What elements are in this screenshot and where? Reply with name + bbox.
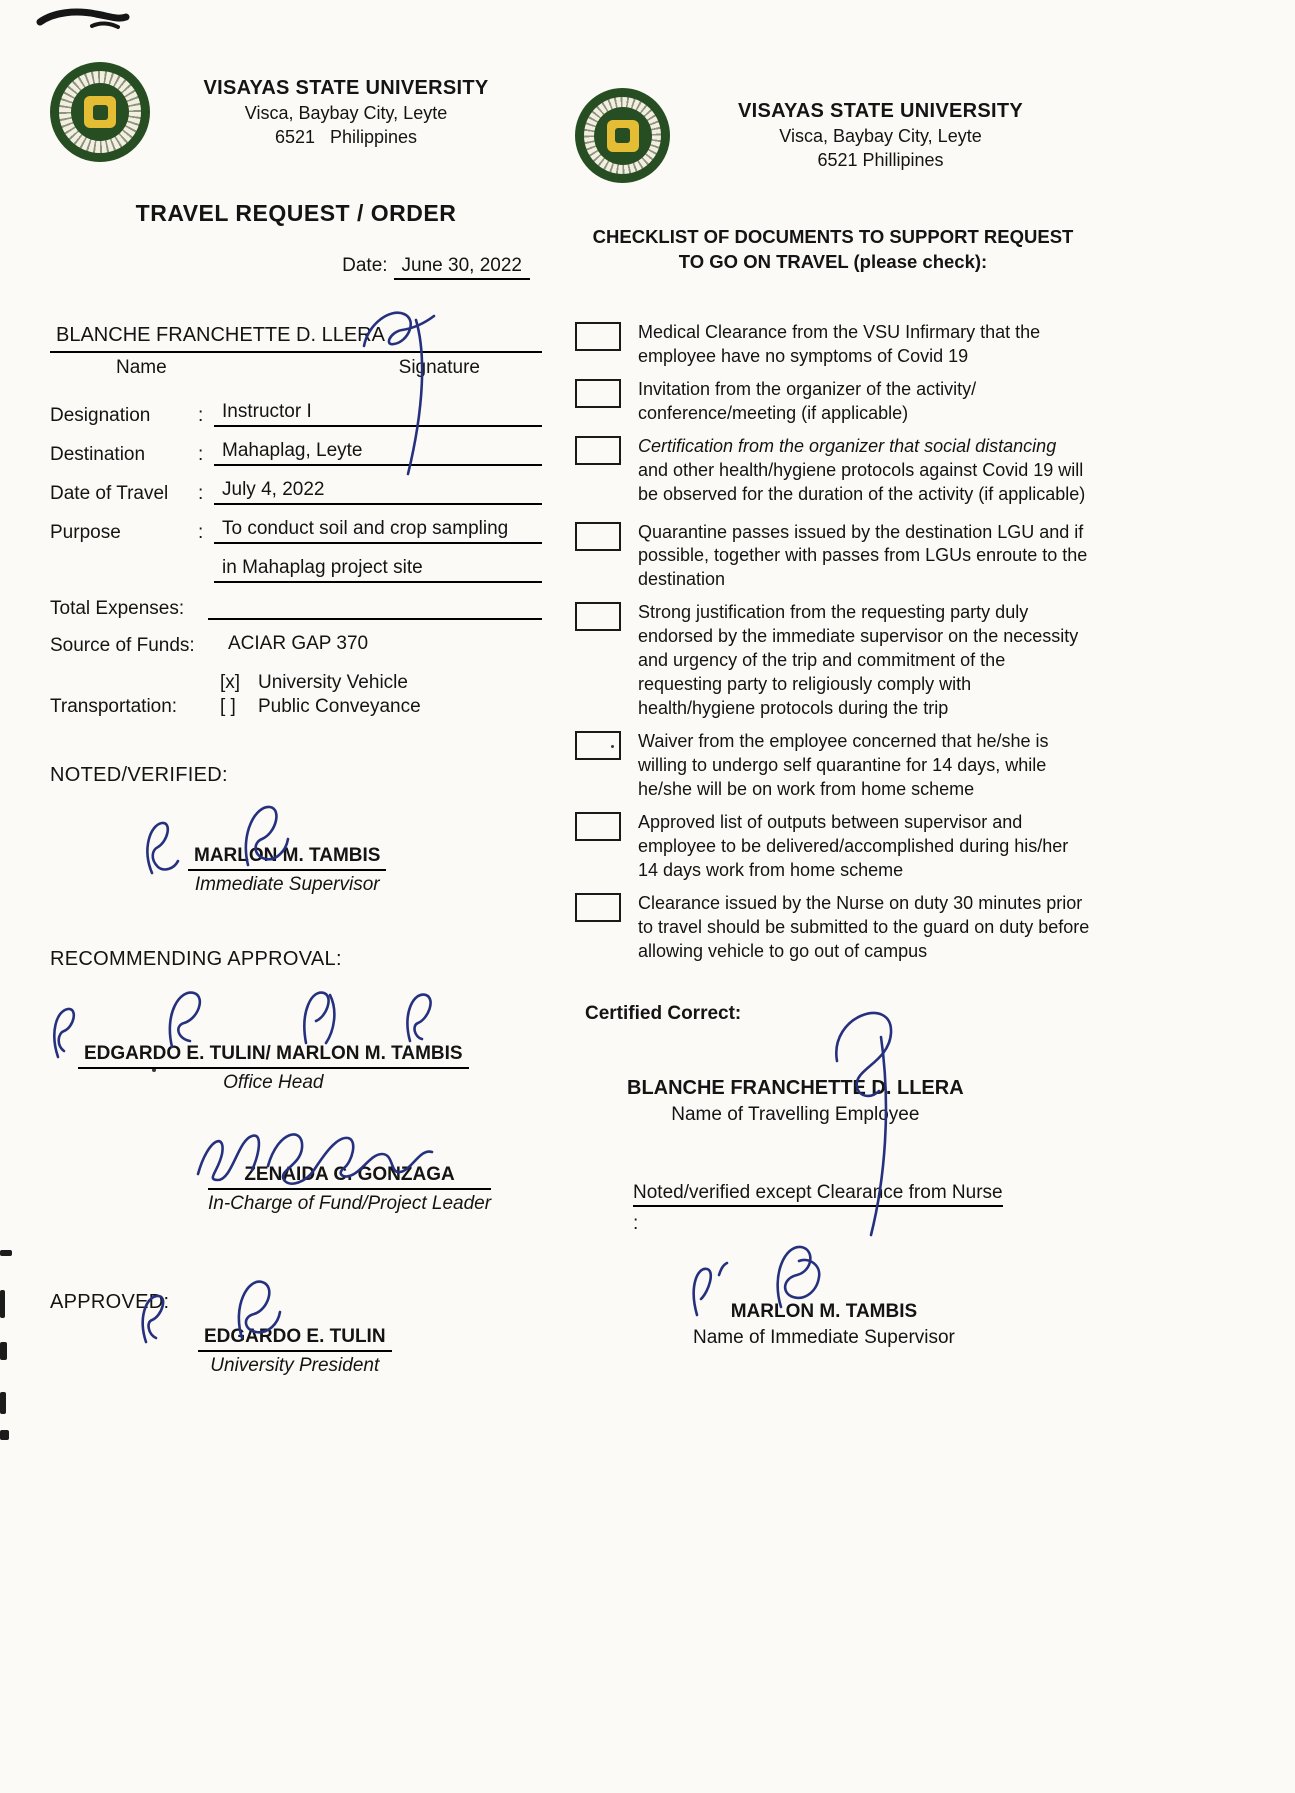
travelling-employee-caption: Name of Travelling Employee [671, 1104, 920, 1126]
checkbox[interactable] [575, 522, 621, 551]
right-org-text [670, 100, 1091, 171]
date-value: June 30, 2022 [394, 255, 530, 280]
certified-correct-label: Certified Correct: [585, 1003, 742, 1025]
name-captions [50, 353, 542, 379]
colon: : [198, 522, 204, 543]
designation-value: Instructor I [214, 401, 542, 427]
travel-date-row [50, 479, 542, 505]
travelling-employee-block [627, 1077, 964, 1126]
scan-mark-edge [0, 1250, 12, 1256]
funds-value: ACIAR GAP 370 [228, 633, 369, 654]
university-postal: 6521 Philippines [274, 126, 418, 147]
travel-date-label: Date of Travel [50, 483, 169, 504]
checklist-item-quarantine-passes [575, 521, 1091, 593]
seal-square [607, 120, 639, 152]
designation-label: Designation [50, 405, 151, 426]
noted-exception-text: Noted/verified except Clearance from Nurse [633, 1182, 1003, 1207]
checkbox[interactable] [575, 322, 621, 351]
right-org-header [575, 88, 1091, 183]
travel-date-value: July 4, 2022 [214, 479, 542, 505]
office-head-signature-block [78, 1043, 469, 1094]
checklist-item-medical-clearance [575, 321, 1091, 369]
funds-label: Source of Funds: [50, 635, 195, 656]
transport-option-public-conveyance[interactable] [220, 696, 542, 718]
president-name: EDGARDO E. TULIN [198, 1326, 392, 1352]
immediate-supervisor-caption: Name of Immediate Supervisor [693, 1327, 955, 1349]
destination-value: Mahaplag, Leyte [214, 440, 542, 466]
scan-mark-edge [0, 1342, 7, 1360]
expenses-row [50, 596, 542, 620]
fund-incharge-title: In-Charge of Fund/Project Leader [208, 1193, 492, 1214]
seal-inner-circle [594, 107, 652, 165]
checklist-item-text: Waiver from the employee concerned that he/she is willing to undergo self quarantine for 14 days, while he/she will be on work from home scheme [638, 731, 1049, 799]
funds-row [50, 633, 542, 657]
university-postal: 6521 Phillipines [817, 150, 944, 170]
checklist-title: CHECKLIST OF DOCUMENTS TO SUPPORT REQUEST TO GO ON TRAVEL (please check): [592, 226, 1074, 272]
president-signature-block [198, 1326, 392, 1377]
checklist-item-em: Certification from the organizer that social distancing [638, 435, 1057, 456]
recommending-approval-label: RECOMMENDING APPROVAL: [50, 948, 342, 970]
left-org-text [150, 77, 542, 148]
noted-exception-colon: : [633, 1213, 639, 1235]
transport-checkbox-checked[interactable]: [x] [220, 672, 241, 693]
checklist-item-waiver [575, 730, 1091, 802]
checklist-item-text: Invitation from the organizer of the activity/ conference/meeting (if applicable) [638, 378, 977, 423]
destination-row [50, 440, 542, 466]
purpose-value-line2: in Mahaplag project site [214, 557, 542, 583]
expenses-label: Total Expenses: [50, 598, 185, 619]
employee-name: BLANCHE FRANCHETTE D. LLERA [56, 324, 385, 346]
checklist-item-text: and other health/hygiene protocols against Covid 19 will be observed for the duration of the activity (if applicable) [638, 459, 1086, 504]
purpose-value-line1: To conduct soil and crop sampling [214, 518, 542, 544]
transport-option-label: University Vehicle [258, 672, 408, 693]
immediate-supervisor-name: MARLON M. TAMBIS [730, 1301, 918, 1323]
colon: : [198, 444, 204, 465]
checklist-item-nurse-clearance [575, 892, 1091, 964]
checklist-item-text: Approved list of outputs between supervisor and employee to be delivered/accomplished during his/her 14 days work from home scheme [638, 811, 1069, 880]
noted-signature-block [188, 845, 386, 896]
scan-mark-edge [0, 1430, 9, 1440]
noted-verified-label: NOTED/VERIFIED: [50, 764, 228, 786]
office-head-name: EDGARDO E. TULIN/ MARLON M. TAMBIS [78, 1043, 469, 1069]
scan-mark-top-left [34, 4, 134, 34]
destination-label: Destination [50, 444, 146, 465]
noted-exception-line [633, 1182, 1091, 1207]
checkbox[interactable] [575, 893, 621, 922]
checklist [575, 321, 1091, 964]
noted-name: MARLON M. TAMBIS [188, 845, 386, 871]
colon: : [198, 405, 204, 426]
checklist-item-certification [575, 435, 1091, 507]
president-title: University President [210, 1355, 380, 1376]
checkbox[interactable] [575, 731, 621, 760]
seal-core [615, 128, 630, 143]
purpose-row [50, 518, 542, 544]
noted-title: Immediate Supervisor [194, 874, 380, 895]
date-label: Date: [342, 255, 388, 276]
university-name: VISAYAS STATE UNIVERSITY [203, 76, 489, 99]
checklist-item-invitation [575, 378, 1091, 426]
office-head-title: Office Head [223, 1072, 324, 1093]
seal-inner-circle [71, 83, 129, 141]
approved-label: APPROVED: [50, 1291, 170, 1313]
checklist-panel [575, 88, 1091, 1349]
name-caption: Name [116, 357, 167, 378]
seal-square [84, 96, 116, 128]
travelling-employee-name: BLANCHE FRANCHETTE D. LLERA [627, 1077, 964, 1100]
transport-checkbox-unchecked[interactable]: [ ] [220, 696, 236, 717]
transportation-label: Transportation: [50, 696, 178, 717]
seal-core [93, 105, 108, 120]
vsu-seal-logo [575, 88, 670, 183]
designation-row [50, 401, 542, 427]
vsu-seal-logo [50, 62, 150, 162]
fund-incharge-name: ZENAIDA C. GONZAGA [208, 1164, 491, 1190]
transport-option-label: Public Conveyance [258, 696, 421, 717]
checkbox[interactable] [575, 602, 621, 631]
checklist-item-approved-outputs [575, 811, 1091, 883]
checkbox[interactable] [575, 379, 621, 408]
purpose-row-continued [50, 557, 542, 583]
checklist-item-strong-justification [575, 601, 1091, 721]
scan-mark-edge [0, 1290, 5, 1318]
scan-mark-edge [0, 1392, 6, 1414]
transportation-row [50, 670, 542, 718]
travel-request-form [50, 62, 542, 1377]
left-org-header [50, 62, 542, 162]
checklist-item-text: Strong justification from the requesting party duly endorsed by the immediate supervisor on the necessity and urgency of the trip and commitment of the requesting party to religiously comply with health/hygiene protocols during the trip [638, 602, 1079, 719]
transportation-options [220, 670, 542, 718]
signature-caption: Signature [398, 357, 480, 378]
university-name: VISAYAS STATE UNIVERSITY [737, 100, 1024, 122]
checklist-item-text: Medical Clearance from the VSU Infirmary that the employee have no symptoms of Covid 19 [638, 321, 1041, 366]
fund-incharge-signature-block [208, 1164, 491, 1215]
checklist-item-text: Quarantine passes issued by the destination LGU and if possible, together with passes from LGUs enroute to the destination [638, 521, 1088, 590]
form-title: TRAVEL REQUEST / ORDER [135, 200, 457, 226]
university-address: Visca, Baybay City, Leyte [779, 126, 982, 146]
date-row [50, 255, 542, 280]
checklist-item-text: Clearance issued by the Nurse on duty 30 minutes prior to travel should be submitted to the guard on duty before allowing vehicle to go out of campus [638, 892, 1090, 961]
transport-option-university-vehicle[interactable] [220, 672, 542, 694]
expenses-value [208, 596, 542, 620]
checkbox[interactable] [575, 812, 621, 841]
checkbox[interactable] [575, 436, 621, 465]
immediate-supervisor-block [693, 1301, 955, 1349]
university-address: Visca, Baybay City, Leyte [244, 102, 448, 123]
purpose-label: Purpose [50, 522, 121, 543]
colon: : [198, 483, 204, 504]
name-signature-line [50, 324, 542, 353]
